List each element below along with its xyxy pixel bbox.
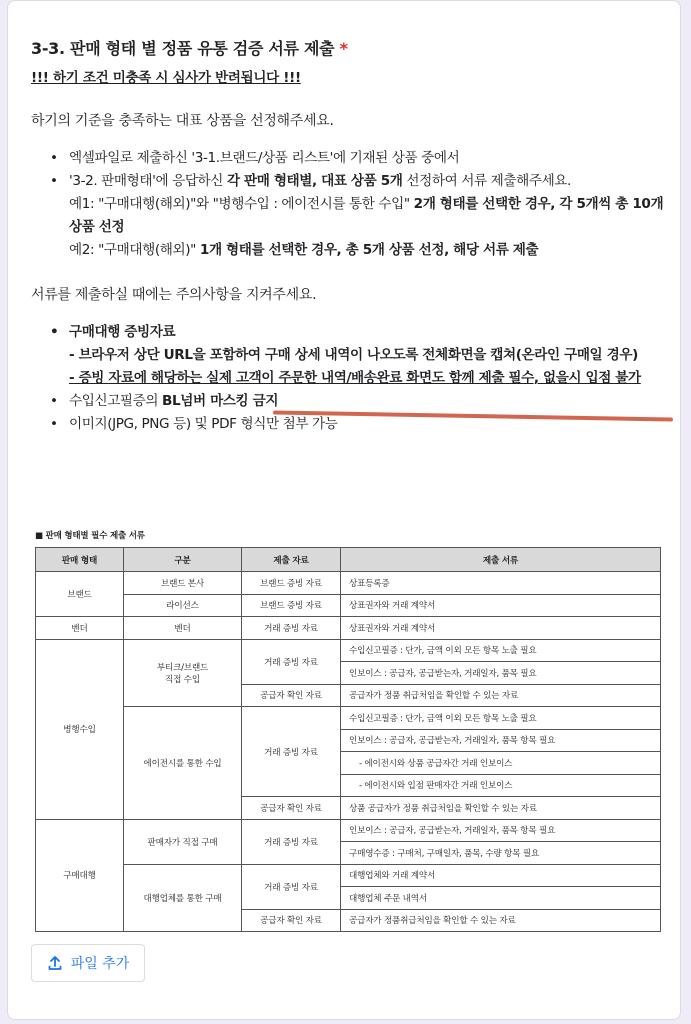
list-item-line-underlined: - 증빙 자료에 해당하는 실제 고객이 주문한 내역/배송완료 화면도 함께 제출 필수, 없을시 입점 불가: [69, 370, 641, 386]
table-cell: 공급자 확인 자료: [242, 684, 341, 707]
upload-icon: [47, 955, 63, 971]
list-item-title: 구매대행 증빙자료: [69, 324, 176, 340]
list-item-bold: BL넘버 마스킹 금지: [162, 393, 279, 409]
table-cell: 거래 증빙 자료: [242, 864, 341, 909]
example-2-text: 예2: "구매대행(해외)": [69, 242, 200, 258]
add-file-label: 파일 추가: [70, 956, 130, 972]
table-cell: 공급자 확인 자료: [242, 909, 341, 932]
required-mark: *: [339, 39, 348, 58]
add-file-button[interactable]: [31, 944, 145, 982]
table-row: [36, 639, 661, 662]
table-cell: 부티크/브랜드 직접 수입: [124, 639, 242, 707]
table-cell: 거래 증빙 자료: [242, 707, 341, 797]
table-cell: 브랜드 증빙 자료: [242, 572, 341, 595]
example-1-bold: 2개 형태를 선택한 경우, 각 5개씩 총 10개 상품 선정: [69, 196, 664, 235]
table-cell: - 에이전시와 입점 판매자간 거래 인보이스: [341, 774, 661, 797]
table-cell: 거래 증빙 자료: [242, 639, 341, 684]
table-cell: 인보이스 : 공급자, 공급받는자, 거래일자, 품목 필요: [341, 662, 661, 685]
table-cell: 브랜드 증빙 자료: [242, 594, 341, 617]
example-1-text: 예1: "구매대행(해외)"와 "병행수입 : 에이전시를 통한 수입": [69, 196, 414, 212]
criteria-list: [48, 147, 673, 262]
list-item-text: 엑셀파일로 제출하신 '3-1.브랜드/상품 리스트'에 기재된 상품 중에서: [69, 150, 460, 166]
table-cell: 구매영수증 : 구매처, 구매일자, 품목, 수량 항목 필요: [341, 842, 661, 865]
list-item-text: 선정하여 서류 제출해주세요.: [402, 173, 571, 189]
table-cell: 대행업체 주문 내역서: [341, 887, 661, 910]
table-row: [36, 707, 661, 730]
table-cell: 인보이스 : 공급자, 공급받는자, 거래일자, 품목 항목 필요: [341, 729, 661, 752]
bullet-icon: •: [50, 416, 58, 432]
table-cell: 공급자 확인 자료: [242, 797, 341, 820]
table-row: [36, 819, 661, 842]
table-cell: 대행업체와 거래 계약서: [341, 864, 661, 887]
table-cell: 수입신고필증 : 단가, 금액 이외 모든 항목 노출 필요: [341, 639, 661, 662]
bullet-icon: •: [50, 150, 58, 166]
table-cell: 거래 증빙 자료: [242, 617, 341, 640]
list-item-bold: 각 판매 형태별, 대표 상품 5개: [226, 173, 403, 189]
table-header: 구분: [124, 548, 242, 572]
table-cell: 브랜드 본사: [124, 572, 242, 595]
required-docs-table: [35, 547, 661, 932]
example-2-bold: 1개 형태를 선택한 경우, 총 5개 상품 선정, 해당 서류 제출: [199, 242, 539, 258]
bullet-icon: •: [50, 173, 58, 189]
list-item: [48, 321, 673, 390]
table-cell: 벤더: [36, 617, 124, 640]
table-row: [36, 864, 661, 887]
question-title-text: 3-3. 판매 형태 별 정품 유통 검증 서류 제출: [31, 39, 335, 58]
table-cell: 수입신고필증 : 단가, 금액 이외 모든 항목 노출 필요: [341, 707, 661, 730]
table-cell: 상표등록증: [341, 572, 661, 595]
list-item: [48, 390, 673, 413]
list-item-text: 이미지(JPG, PNG 등) 및 PDF 형식만 첨부 가능: [69, 416, 338, 432]
table-cell: 공급자가 정품취급처임을 확인할 수 있는 자료: [341, 909, 661, 932]
table-caption: ■ 판매 형태별 필수 제출 서류: [35, 531, 145, 541]
table-cell: 브랜드: [36, 572, 124, 617]
table-cell: 벤더: [124, 617, 242, 640]
warning-text: !!! 하기 조건 미충족 시 심사가 반려됩니다 !!!: [31, 70, 301, 86]
table-row: [36, 594, 661, 617]
bullet-icon: •: [50, 393, 58, 409]
table-cell: - 에이전시와 상품 공급자간 거래 인보이스: [341, 752, 661, 775]
table-cell: 병행수입: [36, 639, 124, 819]
bullet-icon: •: [50, 324, 59, 340]
list-item-line: - 브라우저 상단 URL을 포함하여 구매 상세 내역이 나오도록 전체화면을 캡쳐(온라인 구매일 경우): [69, 347, 638, 363]
list-item-text: '3-2. 판매형태'에 응답하신: [69, 173, 227, 189]
table-header: 제출 자료: [242, 548, 341, 572]
table-header: 제출 서류: [341, 548, 661, 572]
table-header: 판매 형태: [36, 548, 124, 572]
intro-text-1: 하기의 기준을 충족하는 대표 상품을 선정해주세요.: [31, 113, 334, 129]
table-cell: 상품 공급자가 정품 취급처임을 확인할 수 있는 자료: [341, 797, 661, 820]
table-cell: 상표권자와 거래 계약서: [341, 617, 661, 640]
table-cell: 상표권자와 거래 계약서: [341, 594, 661, 617]
table-cell: 거래 증빙 자료: [242, 819, 341, 864]
list-item: [48, 170, 673, 262]
question-title: [31, 36, 348, 59]
table-cell: 라이선스: [124, 594, 242, 617]
table-cell: 대행업체를 통한 구매: [124, 864, 242, 932]
intro-text-2: 서류를 제출하실 때에는 주의사항을 지켜주세요.: [31, 287, 317, 303]
table-cell: 판매자가 직접 구매: [124, 819, 242, 864]
table-row: [36, 617, 661, 640]
table-cell: 공급자가 정품 취급처임을 확인할 수 있는 자료: [341, 684, 661, 707]
table-cell: 에이전시를 통한 수입: [124, 707, 242, 820]
table-row: [36, 572, 661, 595]
table-cell: 인보이스 : 공급자, 공급받는자, 거래일자, 품목 항목 필요: [341, 819, 661, 842]
table-cell: 구매대행: [36, 819, 124, 932]
list-item: [48, 147, 673, 170]
list-item-text: 수입신고필증의: [69, 393, 163, 409]
